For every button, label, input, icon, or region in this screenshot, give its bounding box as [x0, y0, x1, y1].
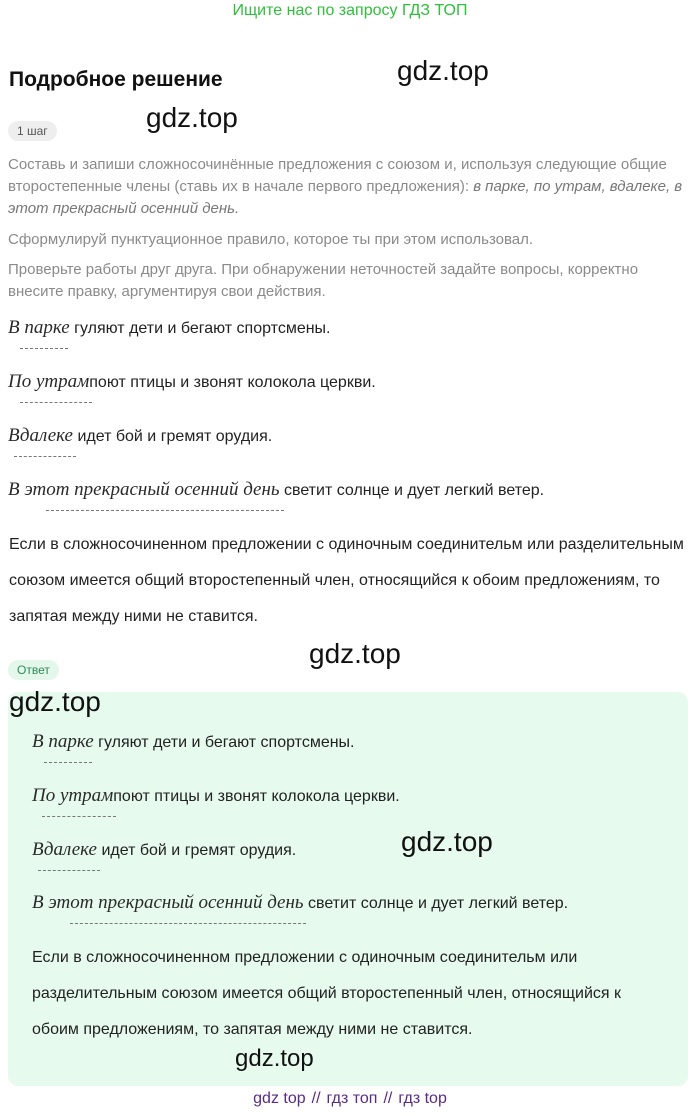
- adverbial-underline: [38, 870, 100, 871]
- sentence-3-handwritten: Вдалеке: [8, 425, 73, 446]
- sentence-4-rest: светит солнце и дует легкий ветер.: [279, 482, 545, 499]
- answer-sentence-3: [32, 839, 296, 861]
- footer-separator: //: [383, 1090, 393, 1107]
- task-text-1-italic: в парке, по утрам, вдалеке, в этот прекрасный осенний день.: [8, 178, 683, 217]
- sentence-3: [8, 425, 272, 447]
- watermark: gdz.top: [9, 686, 101, 717]
- watermark: gdz.top: [235, 1045, 314, 1072]
- adverbial-underline: [20, 402, 92, 403]
- sentence-3-rest: идет бой и гремят орудия.: [73, 428, 273, 445]
- footer-links: [0, 1090, 700, 1108]
- task-text-1-plain: Составь и запиши сложносочинённые предложения с союзом и, используя следующие общие второстепенные члены (ставь их в начале первого предложения):: [8, 156, 667, 195]
- answer-sentence-1: [32, 731, 355, 753]
- sentence-1-handwritten: В парке: [8, 317, 70, 338]
- search-banner: Ищите нас по запросу ГДЗ ТОП: [232, 2, 468, 19]
- task-text-3: Проверьте работы друг друга. При обнаружении неточностей задайте вопросы, корректно внесите правку, аргументируя свои действия.: [8, 261, 639, 300]
- footer-link-gdz-top[interactable]: gdz top: [253, 1090, 306, 1107]
- watermark: gdz.top: [401, 826, 493, 857]
- answer-sentence-2-handwritten: По утрам: [32, 785, 114, 806]
- watermark: gdz.top: [146, 102, 238, 133]
- answer-sentence-2-rest: поют птицы и звонят колокола церкви.: [113, 788, 400, 805]
- footer-separator: //: [311, 1090, 321, 1107]
- adverbial-underline: [14, 456, 76, 457]
- answer-sentence-1-handwritten: В парке: [32, 731, 94, 752]
- adverbial-underline: [20, 348, 68, 349]
- answer-badge: Ответ: [8, 660, 59, 680]
- answer-punctuation-rule: Если в сложносочиненном предложении с одиночным соединительм или разделительным союзом имеется общий второстепенный член, относящийся к обоим предложениям, то запятая между ними не ставится.: [32, 949, 622, 1038]
- sentence-4-handwritten: В этот прекрасный осенний день: [8, 479, 280, 500]
- answer-sentence-4-rest: светит солнце и дует легкий ветер.: [303, 895, 569, 912]
- watermark: gdz.top: [397, 55, 489, 86]
- answer-sentence-4-handwritten: В этот прекрасный осенний день: [32, 892, 304, 913]
- answer-sentence-3-rest: идет бой и гремят орудия.: [97, 842, 297, 859]
- punctuation-rule: Если в сложносочиненном предложении с одиночным соединительм или разделительным союзом имеется общий второстепенный член, относящийся к обоим предложениям, то запятая между ними не ставится.: [9, 536, 684, 625]
- sentence-2-rest: поют птицы и звонят колокола церкви.: [89, 374, 376, 391]
- adverbial-underline: [70, 923, 306, 924]
- task-text-1: [8, 154, 684, 220]
- sentence-4: [8, 479, 544, 501]
- footer-link-gdz-top-ru[interactable]: гдз топ: [326, 1090, 378, 1107]
- adverbial-underline: [42, 816, 116, 817]
- watermark: gdz.top: [309, 638, 401, 669]
- sentence-1: [8, 317, 331, 339]
- answer-sentence-1-rest: гуляют дети и бегают спортсмены.: [93, 734, 355, 751]
- task-text-2: Сформулируй пунктуационное правило, которое ты при этом использовал.: [8, 231, 534, 248]
- adverbial-underline: [44, 762, 92, 763]
- answer-sentence-3-handwritten: Вдалеке: [32, 839, 97, 860]
- answer-sentence-2: [32, 785, 400, 807]
- section-title: Подробное решение: [9, 68, 223, 91]
- sentence-2: [8, 371, 376, 393]
- adverbial-underline: [46, 510, 284, 511]
- answer-sentence-4: [32, 892, 568, 914]
- footer-link-gdz-top-mixed[interactable]: гдз top: [398, 1090, 447, 1107]
- step-badge: 1 шаг: [8, 121, 57, 141]
- sentence-2-handwritten: По утрам: [8, 371, 90, 392]
- sentence-1-rest: гуляют дети и бегают спортсмены.: [69, 320, 331, 337]
